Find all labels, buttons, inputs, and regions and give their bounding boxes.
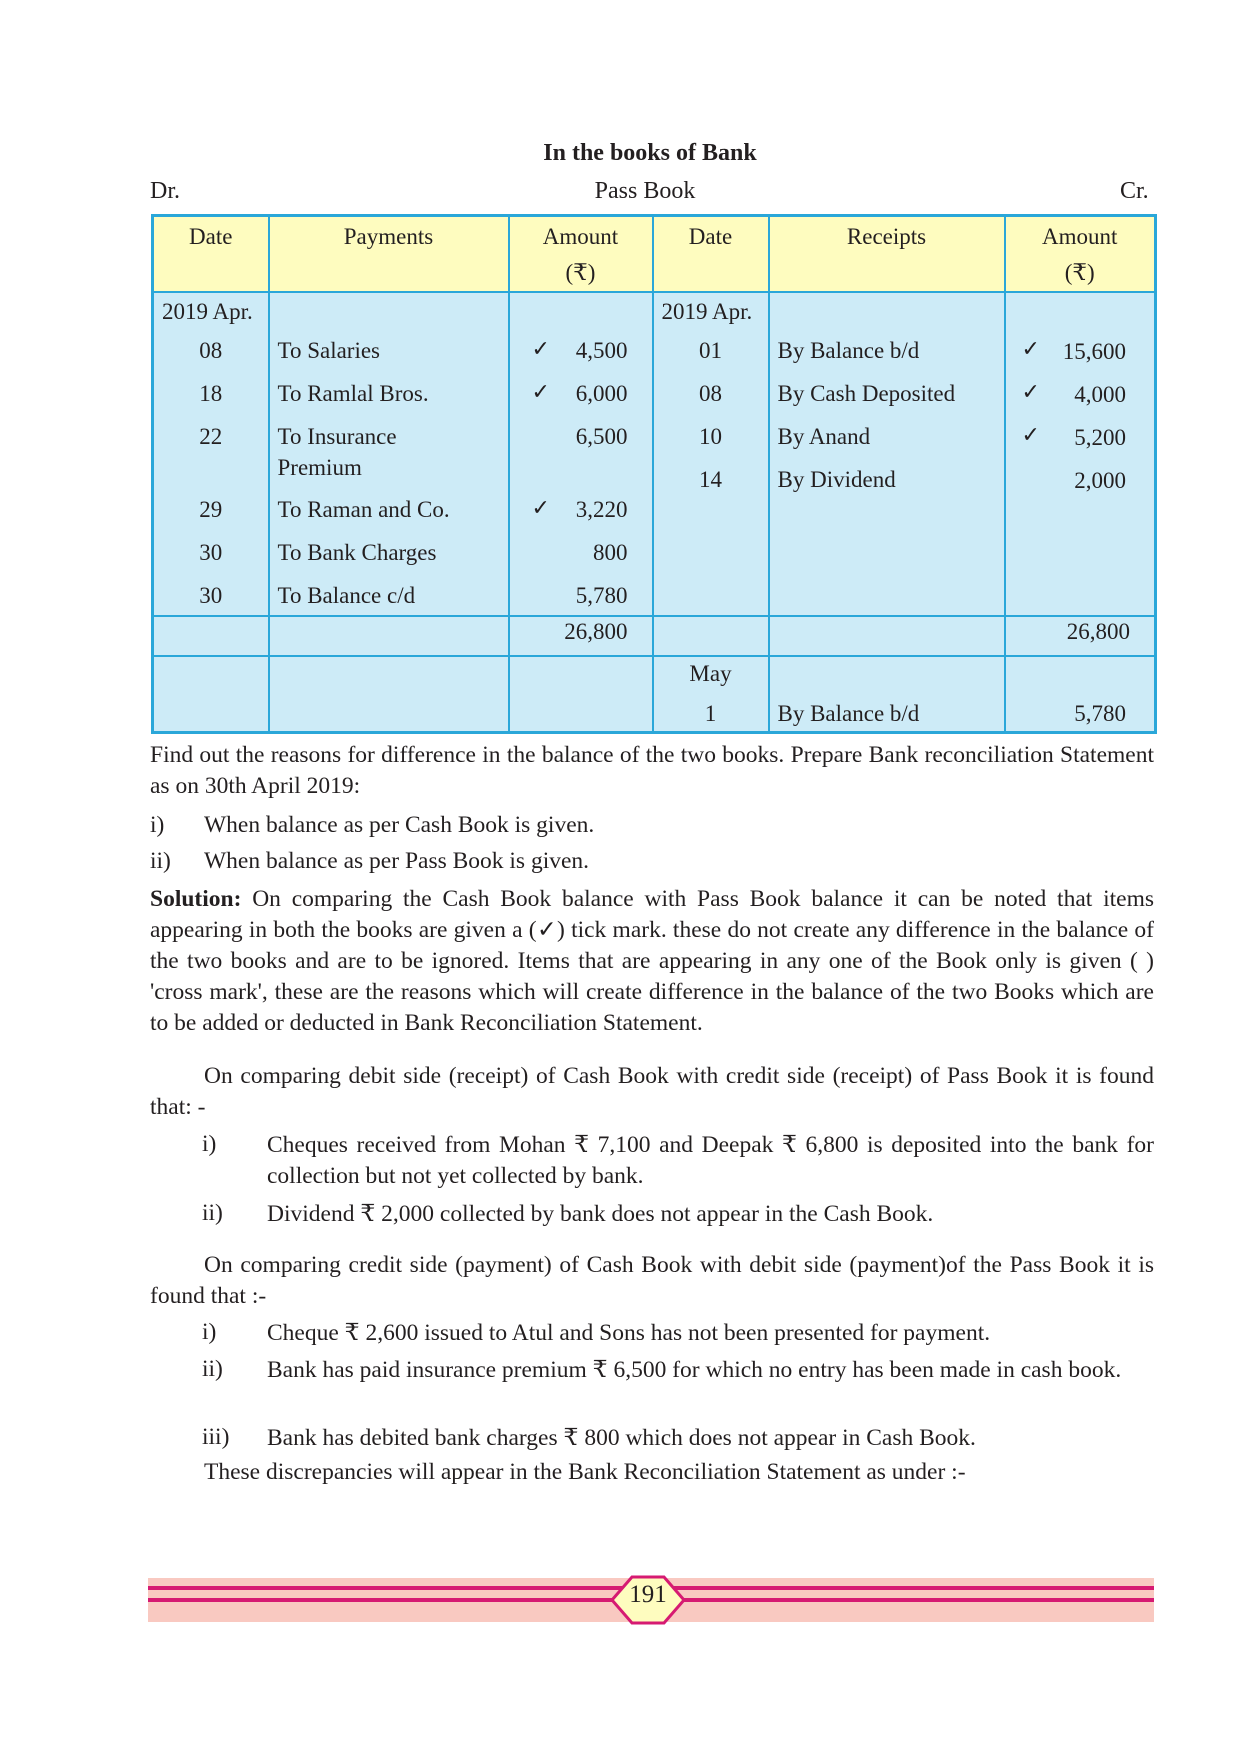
pass-book-table (151, 214, 1154, 728)
receipt-date: 14 (699, 467, 722, 492)
question-item-text: When balance as per Pass Book is given. (204, 848, 590, 874)
payment-date: 29 (199, 497, 223, 522)
solution-text: On comparing the Cash Book balance with Pass Book balance it can be noted that items appearing in both the books are given a (✓) tick mark. these do not create any difference in the balance of the two books and are to be ignored. Items that are appearing in any one of the Book only is given ( ) 'cross mark', these are the reasons which will create difference in the balance of the two Books which are to be added or deducted in Bank Reconciliation Statement. (150, 886, 1154, 1036)
credit-comparison-paragraph: On comparing credit side (payment) of Cash Book with debit side (payment)of the Pass Book it is found that :- (150, 1252, 1154, 1309)
payment-particular: To Salaries (277, 338, 381, 363)
page-number: 191 (629, 1581, 667, 1608)
receipt-amount: 4,000 (1074, 382, 1126, 407)
year-month: 2019 Apr. (661, 299, 753, 324)
receipt-particular: By Balance b/d (777, 338, 920, 363)
payment-particular: To Bank Charges (277, 540, 437, 565)
tick-mark-icon: ✓ (1021, 380, 1040, 405)
payment-amount: 3,220 (575, 497, 628, 522)
col-header-date: Date (153, 216, 269, 293)
payment-amount: 6,500 (575, 424, 628, 449)
debit-comparison-paragraph: On comparing debit side (receipt) of Cash Book with credit side (receipt) of Pass Book it is found that: - (150, 1063, 1154, 1120)
payment-particular: To Ramlal Bros. (277, 381, 429, 406)
payment-particular-cont: Premium (277, 455, 362, 480)
next-amount: 5,780 (1074, 701, 1126, 726)
tick-mark-icon: ✓ (531, 380, 550, 405)
tick-mark-icon: ✓ (1021, 423, 1040, 448)
payment-date: 30 (199, 583, 223, 608)
payment-date: 22 (199, 424, 223, 449)
col-header-amount: Amount (₹) (509, 216, 653, 293)
payment-particular: To Raman and Co. (277, 497, 450, 522)
payment-amount: 5,780 (575, 583, 628, 608)
year-month: 2019 Apr. (162, 299, 253, 324)
debit-label: Dr. (150, 178, 180, 204)
payment-amount: 4,500 (575, 338, 628, 363)
col-header-receipts: Receipts (769, 216, 1005, 293)
payment-date: 30 (199, 540, 223, 565)
payment-particular: To Insurance (277, 424, 397, 449)
next-date: 1 (704, 701, 717, 726)
credit-item-number: iii) (202, 1424, 230, 1450)
tick-mark-icon: ✓ (1021, 337, 1040, 362)
payment-date: 08 (199, 338, 223, 363)
receipt-amount: 2,000 (1074, 468, 1126, 493)
receipt-amount: 5,200 (1074, 425, 1126, 450)
credit-item-text: Bank has debited bank charges ₹ 800 which does not appear in Cash Book. (267, 1425, 976, 1451)
tick-mark-icon: ✓ (531, 496, 550, 521)
payment-amounts (510, 293, 652, 615)
solution-paragraph (150, 884, 1154, 1039)
receipt-amounts (1006, 293, 1155, 615)
closing-line: These discrepancies will appear in the Bank Reconciliation Statement as under :- (204, 1459, 966, 1485)
payment-amount: 800 (593, 540, 628, 565)
debit-item-number: ii) (202, 1200, 223, 1226)
question-item-number: ii) (150, 848, 171, 874)
total-receipts: 26,800 (1066, 619, 1130, 644)
debit-item-text: Dividend ₹ 2,000 collected by bank does not appear in the Cash Book. (267, 1201, 934, 1227)
payment-particulars (270, 293, 508, 615)
payment-particular: To Balance c/d (277, 583, 416, 608)
col-header-amount: Amount (₹) (1005, 216, 1156, 293)
credit-item-text: Cheque ₹ 2,600 issued to Atul and Sons has not been presented for payment. (267, 1320, 991, 1346)
payment-dates (154, 293, 268, 615)
question-paragraph: Find out the reasons for difference in the balance of the two books. Prepare Bank reconciliation Statement as on 30th April 2019: (150, 742, 1154, 799)
col-header-date: Date (653, 216, 769, 293)
col-header-payments: Payments (269, 216, 509, 293)
receipt-particular: By Cash Deposited (777, 381, 956, 406)
question-item-number: i) (150, 812, 165, 838)
debit-item-number: i) (202, 1131, 217, 1157)
payment-date: 18 (199, 381, 223, 406)
next-particular: By Balance b/d (777, 701, 920, 726)
total-payments: 26,800 (564, 619, 628, 644)
credit-item-number: i) (202, 1319, 217, 1345)
payment-amount: 6,000 (575, 381, 628, 406)
next-month: May (689, 661, 732, 686)
receipt-dates (654, 293, 768, 615)
credit-label: Cr. (1120, 178, 1149, 204)
credit-item-text: Bank has paid insurance premium ₹ 6,500 for which no entry has been made in cash book. (267, 1357, 1122, 1383)
solution-label: Solution: (150, 886, 242, 912)
receipt-particular: By Anand (777, 424, 871, 449)
receipt-date: 01 (699, 338, 722, 363)
book-name: Pass Book (594, 178, 696, 204)
page-title: In the books of Bank (543, 140, 757, 166)
receipt-particular: By Dividend (777, 467, 896, 492)
receipt-amount: 15,600 (1062, 339, 1126, 364)
receipt-date: 08 (699, 381, 722, 406)
question-item-text: When balance as per Cash Book is given. (204, 812, 595, 838)
receipt-particulars (770, 293, 1004, 615)
credit-item-number: ii) (202, 1356, 223, 1382)
debit-item-text: Cheques received from Mohan ₹ 7,100 and Deepak ₹ 6,800 is deposited into the bank for collection but not yet collected by bank. (267, 1132, 1154, 1189)
receipt-date: 10 (699, 424, 722, 449)
tick-mark-icon: ✓ (531, 337, 550, 362)
